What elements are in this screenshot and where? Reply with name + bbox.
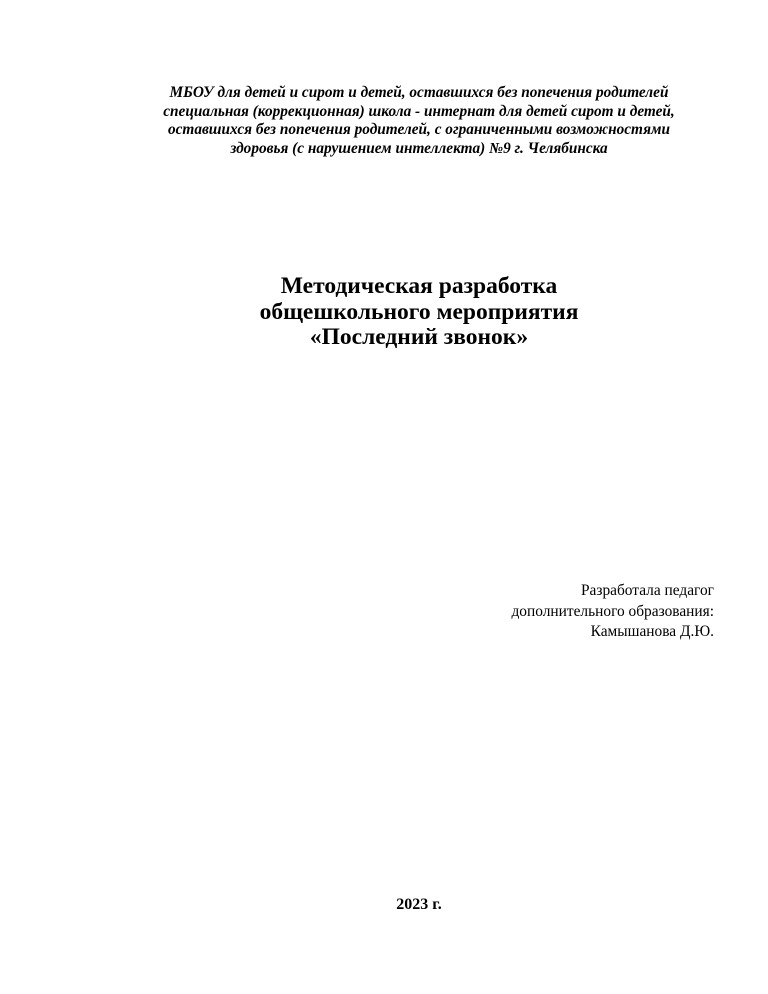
institution-header (84, 84, 754, 158)
author-block (394, 581, 714, 643)
author-line-3: Камышанова Д.Ю. (590, 623, 714, 640)
title-line-3: «Последний звонок» (309, 324, 529, 350)
document-title (84, 274, 754, 351)
author-line-1: Разработала педагог (580, 582, 714, 599)
document-year: 2023 г. (396, 896, 442, 913)
author-line-2: дополнительного образования: (511, 602, 714, 620)
title-line-1: Методическая разработка (280, 273, 558, 299)
institution-line-3: оставшихся без попечения родителей, с ограниченными возможностями (167, 121, 670, 139)
institution-line-4: здоровья (с нарушением интеллекта) №9 г. Челябинска (230, 139, 608, 157)
title-line-2: общешкольного мероприятия (259, 298, 579, 325)
institution-line-2: специальная (коррекционная) школа - интернат для детей сирот и детей, (163, 102, 675, 120)
institution-line-1: МБОУ для детей и сирот и детей, оставшихся без попечения родителей (169, 84, 669, 101)
